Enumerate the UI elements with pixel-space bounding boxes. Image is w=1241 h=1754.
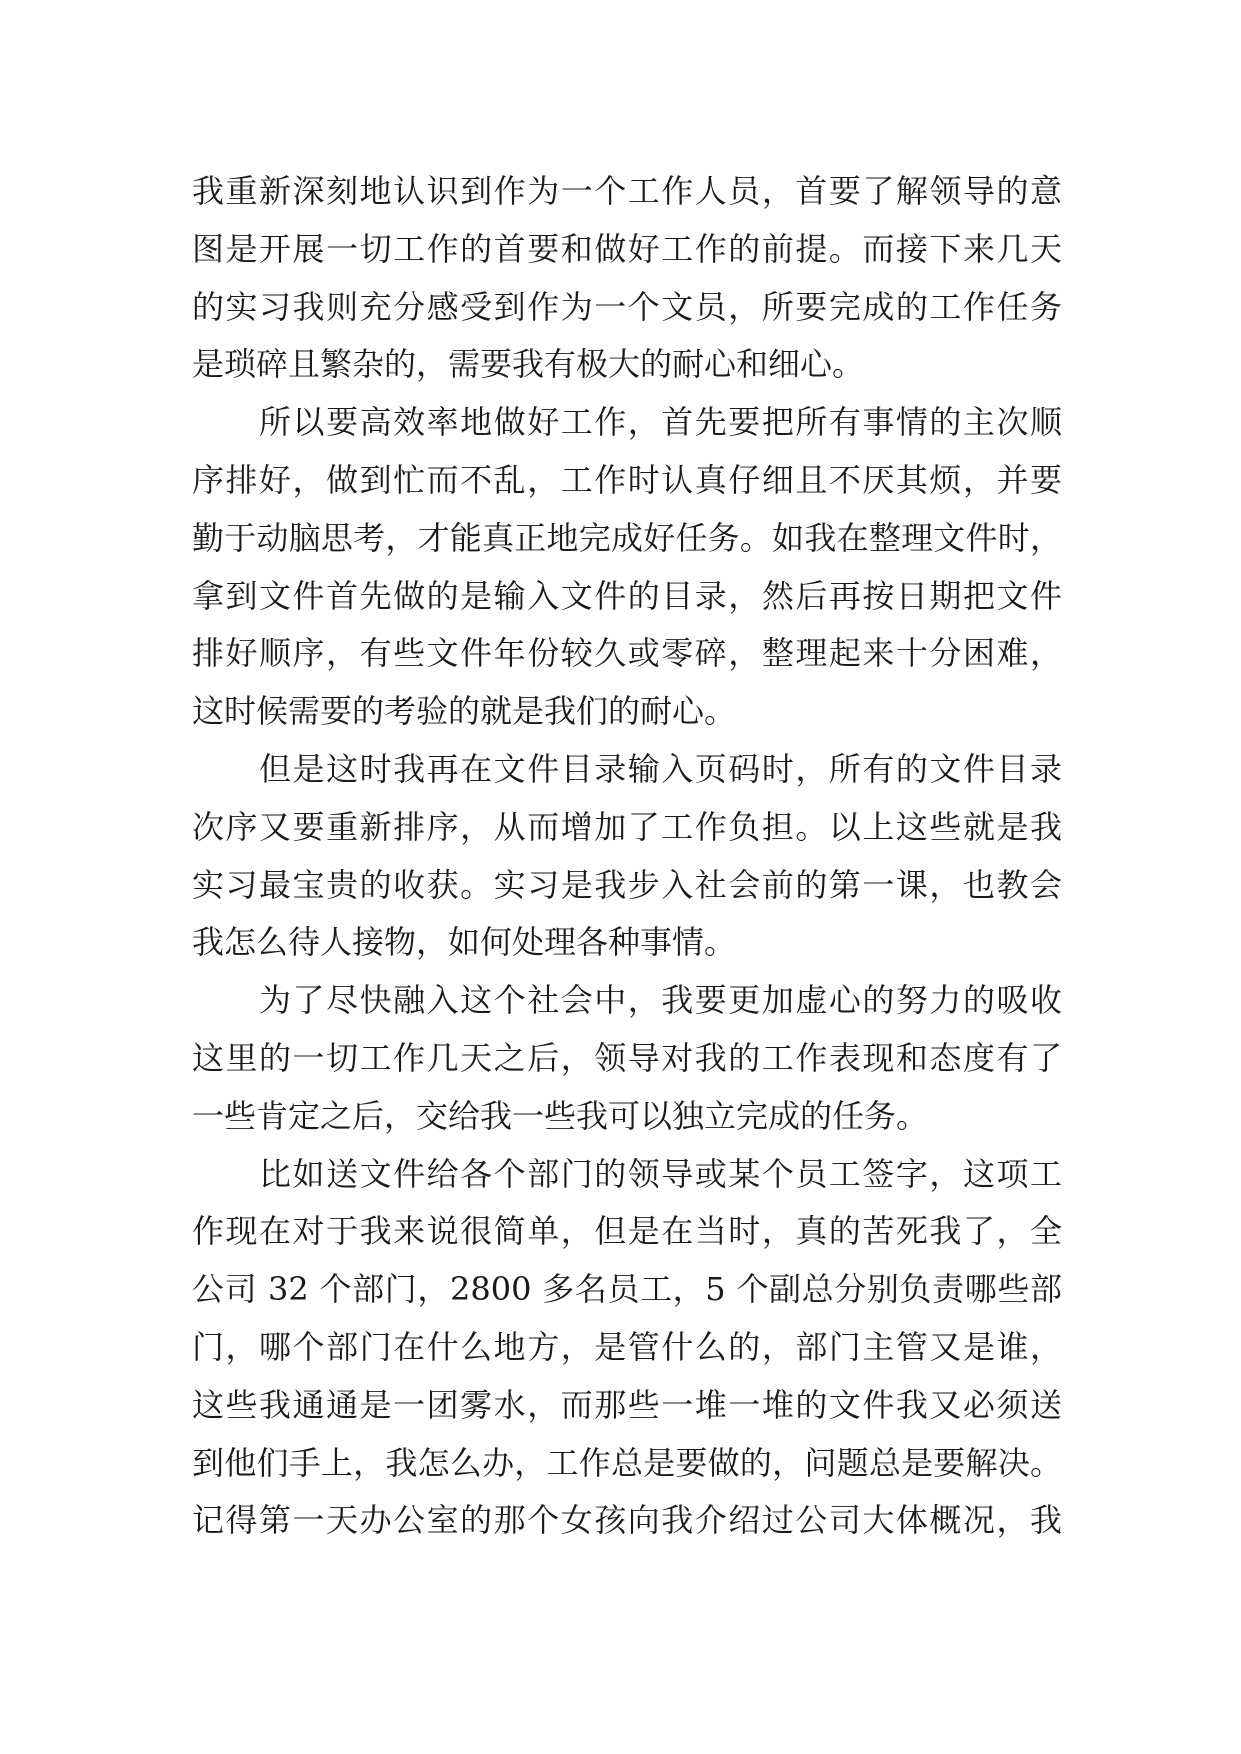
text-line: 但是这时我再在文件目录输入页码时，所有的文件目录 bbox=[192, 749, 1062, 788]
text-line: 我重新深刻地认识到作为一个工作人员，首要了解领导的意 bbox=[192, 172, 1062, 210]
text-line: 图是开展一切工作的首要和做好工作的前提。而接下来几天 bbox=[192, 229, 1062, 268]
text-line: 这时候需要的考验的就是我们的耐心。 bbox=[192, 692, 737, 731]
text-line: 次序又要重新排序，从而增加了工作负担。以上这些就是我 bbox=[192, 807, 1062, 846]
text-line: 所以要高效率地做好工作，首先要把所有事情的主次顺 bbox=[192, 403, 1062, 442]
text-line: 作现在对于我来说很简单，但是在当时，真的苦死我了，全 bbox=[192, 1212, 1062, 1251]
text-line: 比如送文件给各个部门的领导或某个员工签字，这项工 bbox=[192, 1154, 1062, 1193]
body-text bbox=[192, 163, 1062, 1550]
text-line: 拿到文件首先做的是输入文件的目录，然后再按日期把文件 bbox=[192, 576, 1062, 615]
text-line: 这些我通通是一团雾水，而那些一堆一堆的文件我又必须送 bbox=[192, 1385, 1062, 1424]
text-line: 勤于动脑思考，才能真正地完成好任务。如我在整理文件时， bbox=[192, 518, 1062, 557]
text-line: 是琐碎且繁杂的，需要我有极大的耐心和细心。 bbox=[192, 345, 865, 384]
text-line: 一些肯定之后，交给我一些我可以独立完成的任务。 bbox=[192, 1096, 929, 1135]
text-line: 到他们手上，我怎么办，工作总是要做的，问题总是要解决。 bbox=[192, 1443, 1062, 1482]
text-line: 序排好，做到忙而不乱，工作时认真仔细且不厌其烦，并要 bbox=[192, 460, 1062, 499]
text-line: 实习最宝贵的收获。实习是我步入社会前的第一课，也教会 bbox=[192, 865, 1062, 904]
text-line: 门，哪个部门在什么地方，是管什么的，部门主管又是谁， bbox=[192, 1327, 1062, 1366]
text-line: 的实习我则充分感受到作为一个文员，所要完成的工作任务 bbox=[192, 287, 1062, 326]
text-line: 我怎么待人接物，如何处理各种事情。 bbox=[192, 923, 737, 962]
text-line: 公司 32 个部门，2800 多名员工，5 个副总分别负责哪些部 bbox=[192, 1270, 1062, 1309]
text-line: 为了尽快融入这个社会中，我要更加虚心的努力的吸收 bbox=[192, 981, 1062, 1020]
text-line: 这里的一切工作几天之后，领导对我的工作表现和态度有了 bbox=[192, 1038, 1062, 1077]
text-line: 记得第一天办公室的那个女孩向我介绍过公司大体概况，我 bbox=[192, 1501, 1062, 1540]
text-line: 排好顺序，有些文件年份较久或零碎，整理起来十分困难， bbox=[192, 634, 1062, 673]
